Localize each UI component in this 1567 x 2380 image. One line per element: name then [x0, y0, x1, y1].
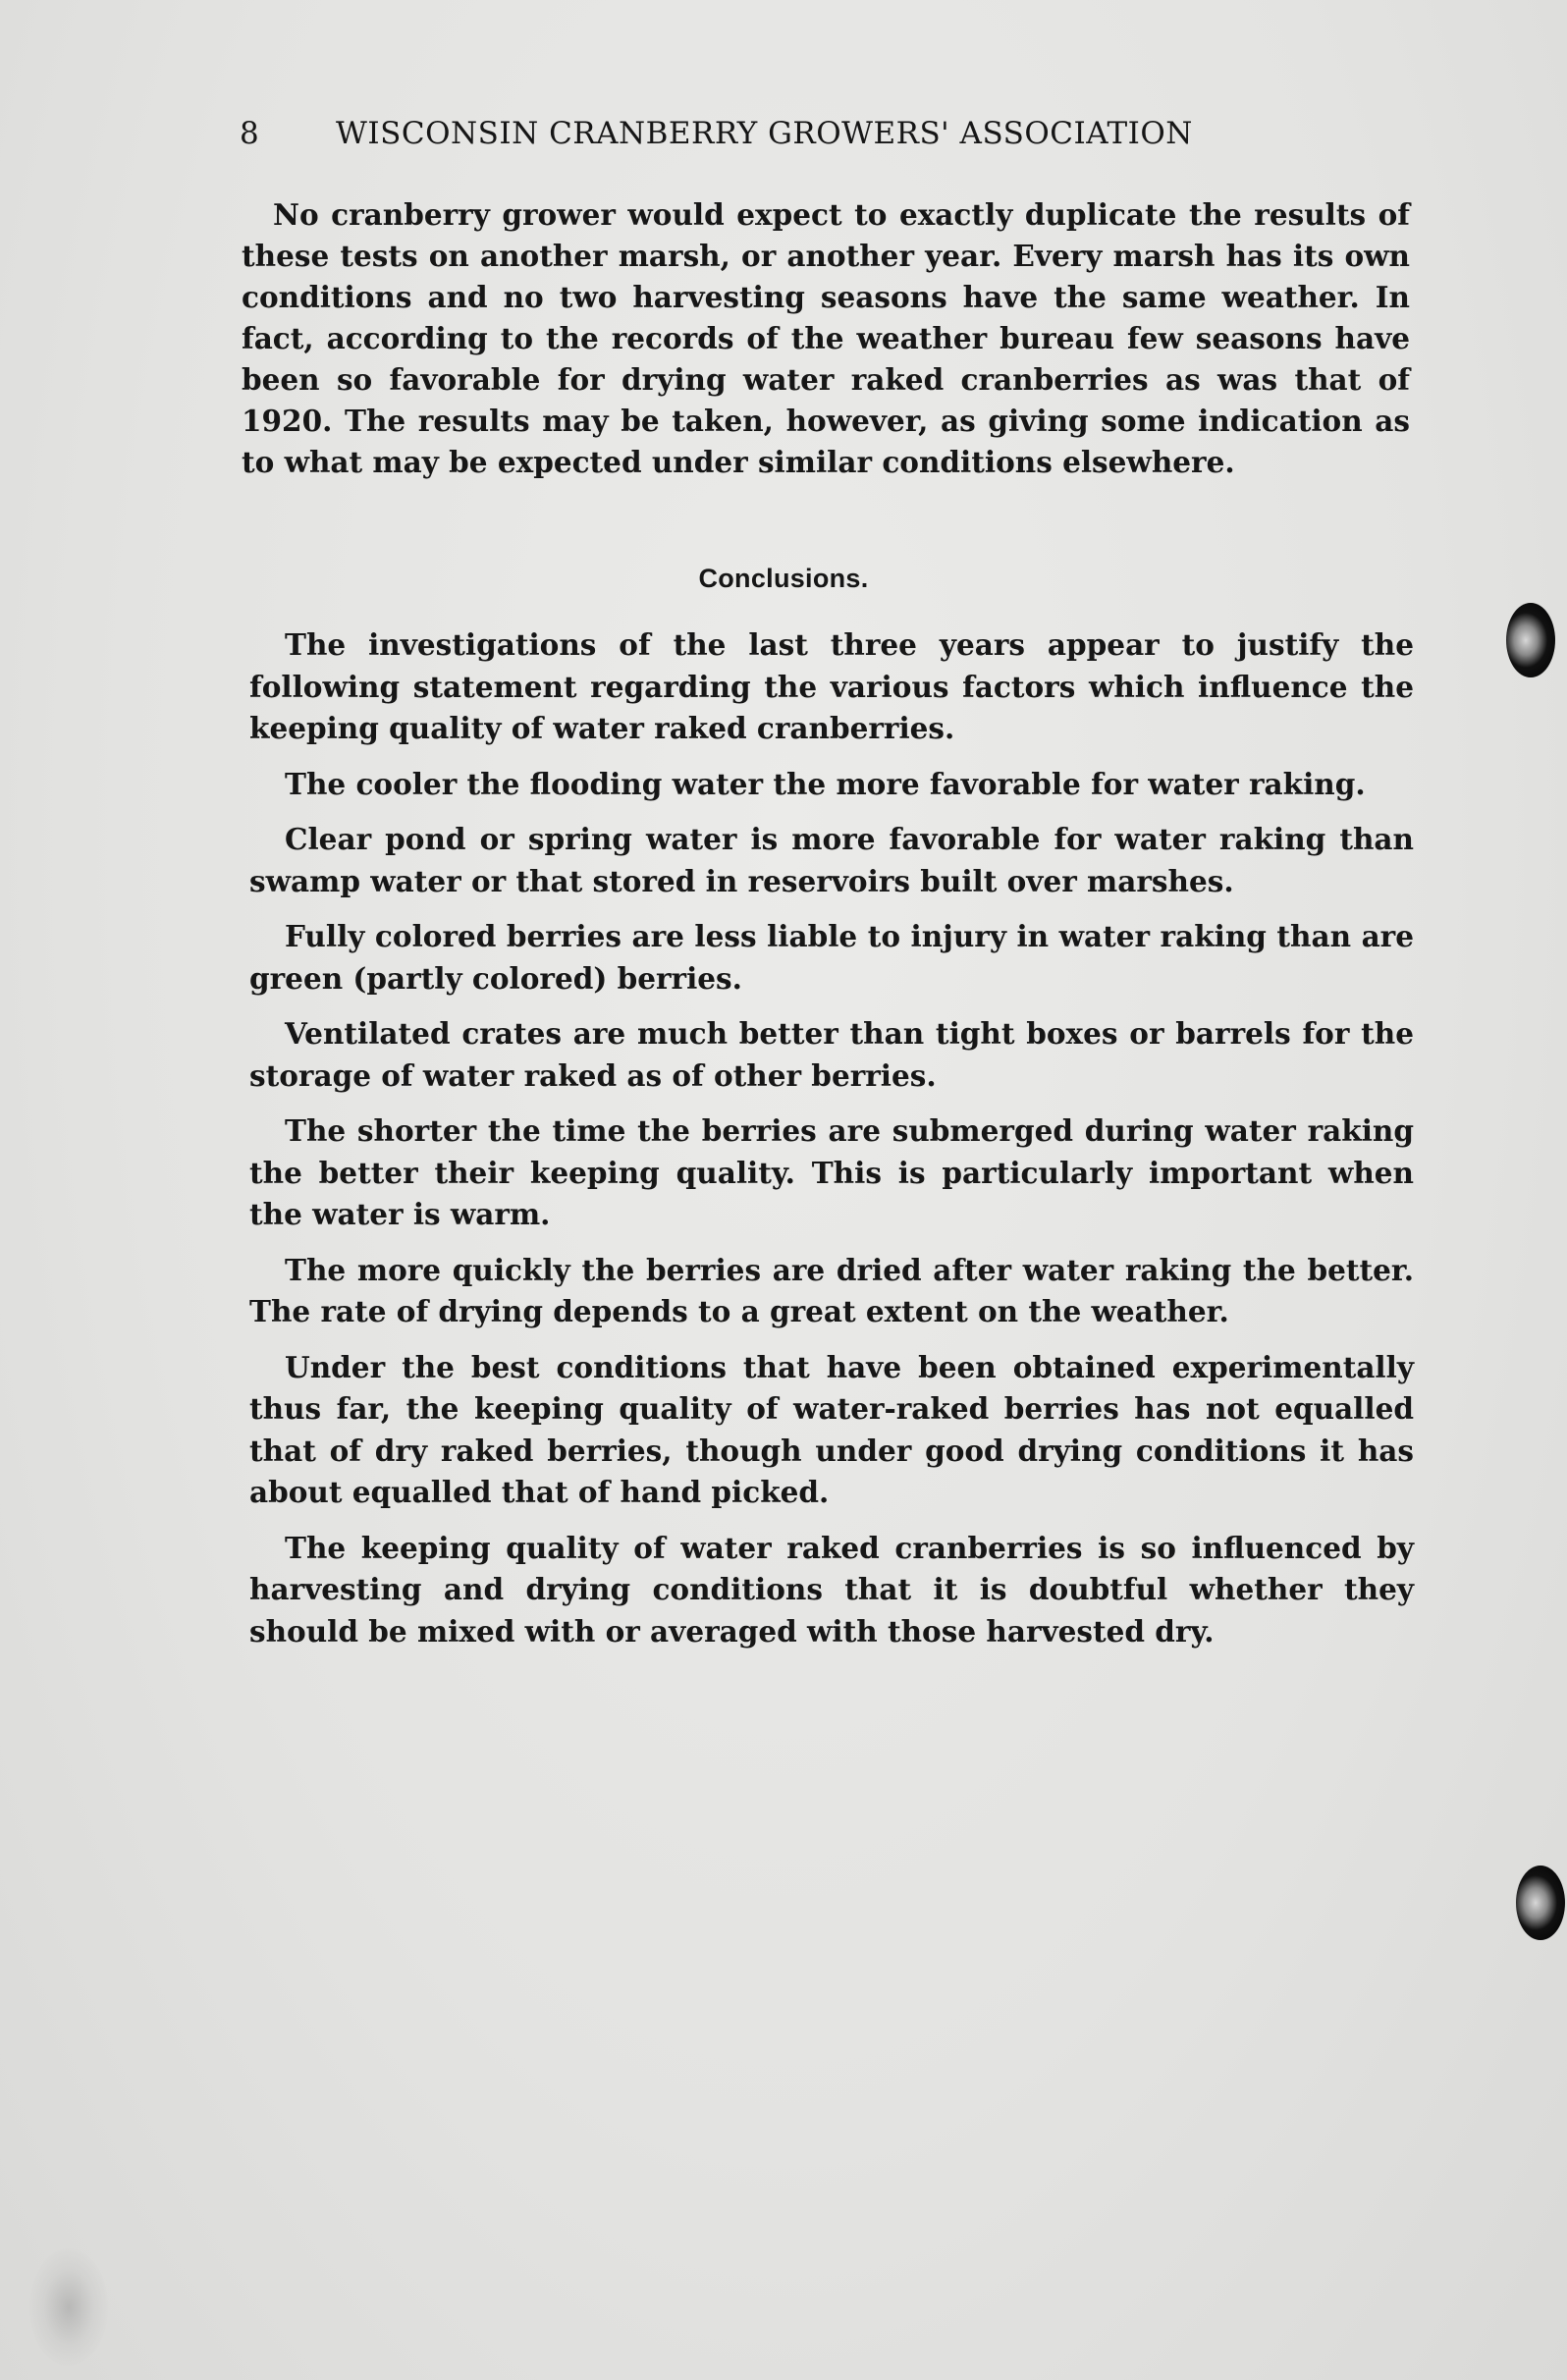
running-title: WISCONSIN CRANBERRY GROWERS' ASSOCIATION: [336, 116, 1193, 151]
binder-punch-hole: [1516, 1866, 1565, 1940]
conclusion-paragraph: The shorter the time the berries are submerged during water raking the better their keeping quality. This is particularly important when the water is warm.: [249, 1113, 1414, 1231]
binder-punch-hole: [1506, 603, 1555, 677]
conclusion-paragraph: Fully colored berries are less liable to injury in water raking than are green (partly colored) berries.: [249, 919, 1414, 996]
conclusion-paragraph: The keeping quality of water raked cranberries is so influenced by harvesting and drying conditions that it is doubtful whether they should be mixed with or averaged with those harvested dry.: [249, 1530, 1414, 1649]
conclusion-paragraph: Ventilated crates are much better than tight boxes or barrels for the storage of water raked as of other berries.: [249, 1016, 1414, 1093]
running-header: [240, 116, 1310, 151]
conclusion-paragraph: The cooler the flooding water the more favorable for water raking.: [285, 766, 1366, 801]
conclusion-paragraph: The investigations of the last three years appear to justify the following statement regarding the various factors which influence the keeping quality of water raked cranberries.: [249, 627, 1414, 745]
intro-paragraph: No cranberry grower would expect to exactly duplicate the results of these tests on another marsh, or another year. Every marsh has its own conditions and no two harvesting seasons have the same weather. In fact, according to the records of the weather bureau few seasons have been so favorable for drying water raked cranberries as was that of 1920. The results may be taken, however, as giving some indication as to what may be expected under similar conditions elsewhere.: [242, 197, 1410, 479]
conclusion-paragraph: Under the best conditions that have been obtained experimentally thus far, the keeping quality of water-raked berries has not equalled that of dry raked berries, though under good drying conditions it has about equalled that of hand picked.: [249, 1349, 1414, 1509]
page-number: 8: [240, 116, 260, 151]
conclusions-heading: Conclusions.: [698, 564, 869, 593]
conclusion-paragraph: The more quickly the berries are dried after water raking the better. The rate of drying depends to a great extent on the weather.: [249, 1252, 1414, 1328]
page-smudge: [29, 2248, 108, 2366]
conclusions-list: [249, 624, 1414, 1666]
conclusion-paragraph: Clear pond or spring water is more favorable for water raking than swamp water or that stored in reservoirs built over marshes.: [249, 822, 1414, 898]
